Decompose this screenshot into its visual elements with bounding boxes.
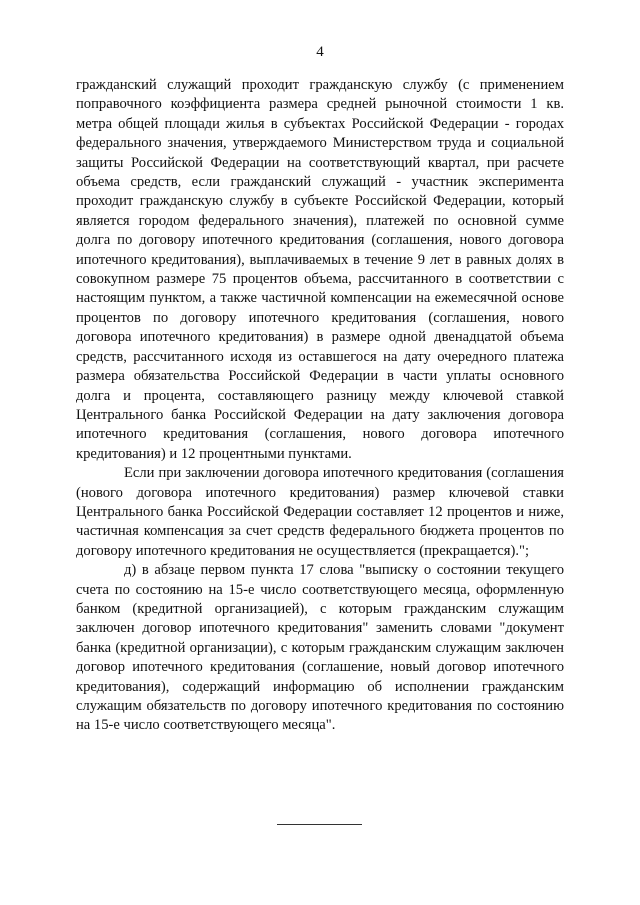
paragraph-key-rate-condition: Если при заключении договора ипотечного кредитования (соглашения (нового договора ипотечного кредитования) размер ключевой ставки Центрального банка Российской Федерации составляет 12 процентов и ниже, частичная компенсация за счет средств федерального бюджета процентов по договору ипотечного кредитования не осуществляется (прекращается)."; [76, 465, 564, 559]
paragraph-continuation: гражданский служащий проходит гражданскую службу (с применением поправочного коэффициента размера средней рыночной стоимости 1 кв. метра общей площади жилья в субъектах Российской Федерации - городах федерального значения, утверждаемого Министерством труда и социальной защиты Российской Федерации на соответствующий квартал, при расчете объема средств, если гражданский служащий - участник эксперимента проходит гражданскую службу в субъекте Российской Федерации, который является городом федерального значения), платежей по основной сумме долга по договору ипотечного кредитования (соглашения, нового договора ипотечного кредитования), выплачиваемых в течение 9 лет в равных долях в совокупном размере 75 процентов объема, рассчитанного в соответствии с настоящим пунктом, а также частичной компенсации на ежемесячной основе процентов по договору ипотечного кредитования (соглашения, нового договора ипотечного кредитования) в размере одной двенадцатой объема средств, рассчитанного исходя из оставшегося на дату очередного платежа размера обязательства Российской Федерации в части уплаты основного долга и процента, составляющего разницу между ключевой ставкой Центрального банка Российской Федерации на дату заключения договора ипотечного кредитования (соглашения, нового договора ипотечного кредитования) и 12 процентными пунктами. [76, 77, 564, 462]
document-body [76, 76, 564, 736]
page-number: 4 [316, 44, 324, 60]
end-of-text-rule [277, 824, 362, 825]
paragraph-amendment-d: д) в абзаце первом пункта 17 слова "выписку о состоянии текущего счета по состоянию на 15-е число соответствующего месяца, оформленную банком (кредитной организацией), с которым гражданским служащим заключен договор ипотечного кредитования" заменить словами "документ банка (кредитной организации), с которым гражданским служащим заключен договор ипотечного кредитования (соглашение, новый договор ипотечного кредитования), содержащий информацию об исполнении гражданским служащим обязательств по договору ипотечного кредитования по состоянию на 15-е число соответствующего месяца". [76, 562, 564, 734]
